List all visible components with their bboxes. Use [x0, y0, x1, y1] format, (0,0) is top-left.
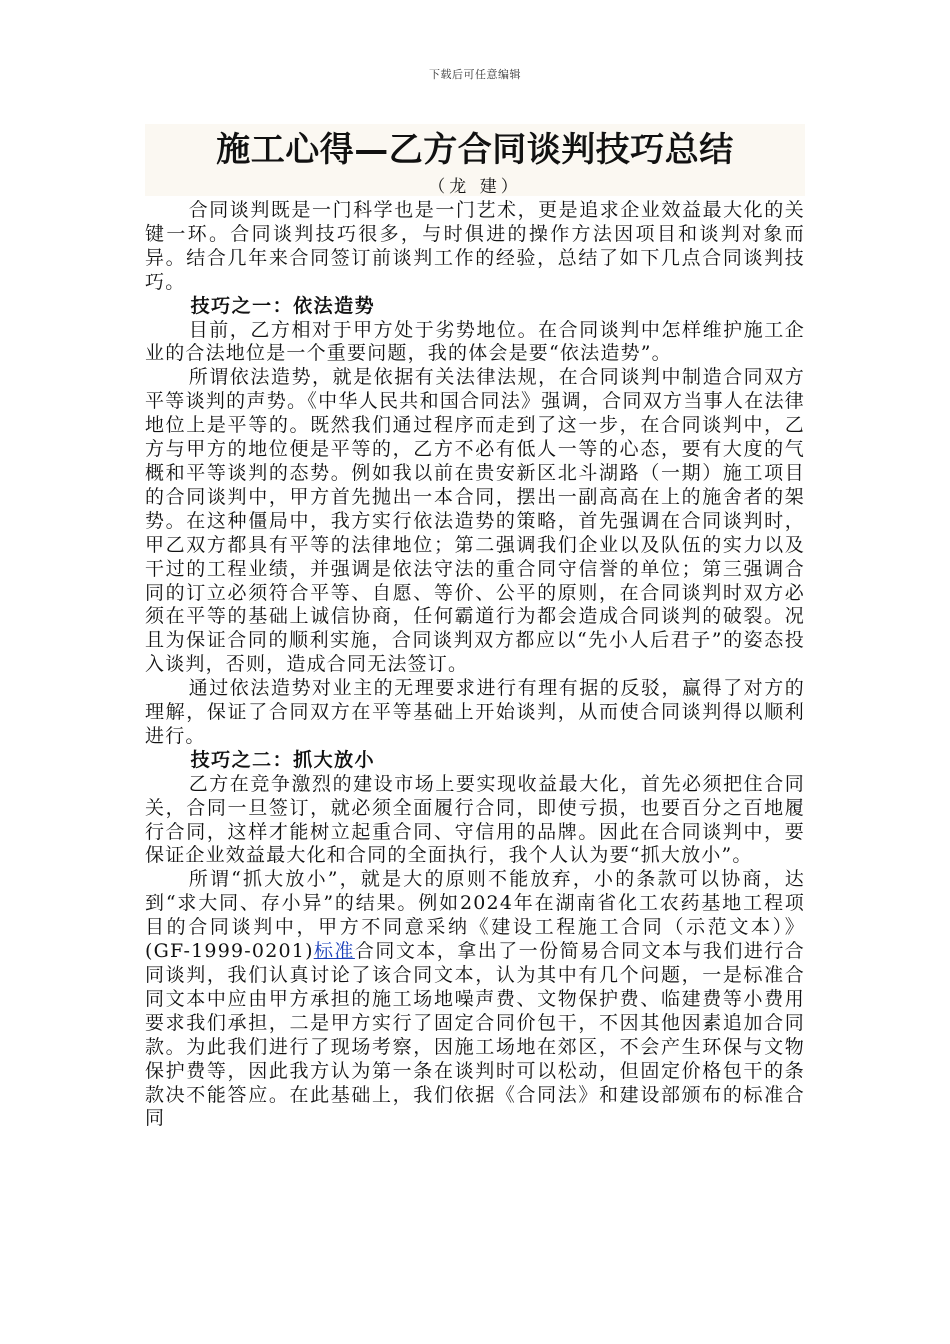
section2-paragraph-1: 乙方在竞争激烈的建设市场上要实现收益最大化，首先必须把住合同关，合同一旦签订，就必须全面履行合同，即使亏损，也要百分之百地履行合同，这样才能树立起重合同、守信用的品牌。因此在合同谈判中，要保证企业效益最大化和合同的全面执行，我个人认为要“抓大放小”。 [145, 772, 805, 867]
section2-paragraph-2-text-b: 合同文本，拿出了一份简易合同文本与我们进行合同谈判，我们认真讨论了该合同文本，认为其中有几个问题，一是标准合同文本中应由甲方承担的施工场地噪声费、文物保护费、临建费等小费用要求我们承担，二是甲方实行了固定合同价包干，不因其他因素追加合同款。为此我们进行了现场考察，因施工场地在郊区，不会产生环保与文物保护费等，因此我方认为第一条在谈判时可以松动，但固定价格包干的条款决不能答应。在此基础上，我们依据《合同法》和建设部颁布的标准合同 [145, 940, 805, 1130]
section1-paragraph-1: 目前，乙方相对于甲方处于劣势地位。在合同谈判中怎样维护施工企业的合法地位是一个重要问题，我的体会是要“依法造势”。 [145, 318, 805, 365]
section-heading-1: 技巧之一：依法造势 [190, 294, 376, 317]
section1-paragraph-2: 所谓依法造势，就是依据有关法律法规，在合同谈判中制造合同双方平等谈判的声势。《中华人民共和国合同法》强调，合同双方当事人在法律地位上是平等的。既然我们通过程序而走到了这一步，在合同谈判中，乙方与甲方的地位便是平等的，乙方不必有低人一等的心态，要有大度的气概和平等谈判的态势。例如我以前在贵安新区北斗湖路（一期）施工项目的合同谈判中，甲方首先抛出一本合同，摆出一副高高在上的施舍者的架势。在这种僵局中，我方实行依法造势的策略，首先强调在合同谈判时，甲乙双方都具有平等的法律地位；第二强调我们企业以及队伍的实力以及干过的工程业绩，并强调是依法守法的重合同守信誉的单位；第三强调合同的订立必须符合平等、自愿、等价、公平的原则，在合同谈判时双方必须在平等的基础上诚信协商，任何霸道行为都会造成合同谈判的破裂。况且为保证合同的顺利实施，合同谈判双方都应以“先小人后君子”的姿态投入谈判，否则，造成合同无法签订。 [145, 366, 805, 676]
standard-link[interactable]: 标准 [313, 940, 355, 963]
document-body [145, 199, 805, 1131]
section2-paragraph-2 [145, 868, 805, 1131]
intro-paragraph: 合同谈判既是一门科学也是一门艺术，更是追求企业效益最大化的关键一环。合同谈判技巧很多，与时俱进的操作方法因项目和谈判对象而异。结合几年来合同签订前谈判工作的经验，总结了如下几点合同谈判技巧。 [145, 199, 805, 293]
section2-paragraph-2-text-a: 所谓“抓大放小”，就是大的原则不能放弃，小的条款可以协商，达到“求大同、存小异”的结果。例如2024年在湖南省化工农药基地工程项目的合同谈判中，甲方不同意采纳《建设工程施工合同（示范文本）》(GF-1999-0201) [145, 868, 805, 963]
document-author: （龙 建） [428, 177, 522, 197]
document-title: 施工心得—乙方合同谈判技巧总结 [216, 130, 734, 170]
page-header-note: 下载后可任意编辑 [429, 68, 521, 81]
section-heading-2: 技巧之二：抓大放小 [190, 748, 376, 771]
section1-paragraph-3: 通过依法造势对业主的无理要求进行有理有据的反驳，赢得了对方的理解，保证了合同双方在平等基础上开始谈判，从而使合同谈判得以顺利进行。 [145, 677, 805, 747]
